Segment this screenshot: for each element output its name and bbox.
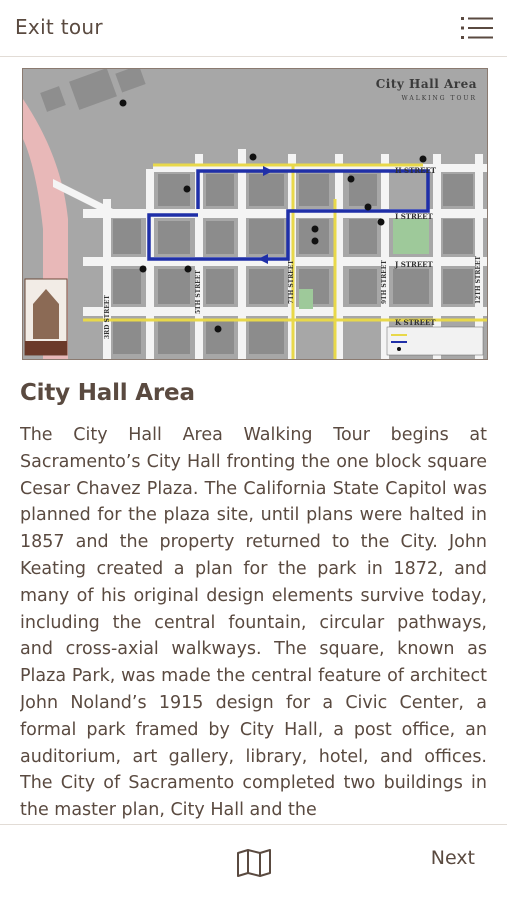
map-title <box>376 77 477 102</box>
map-graphic <box>23 69 487 359</box>
map-label-12th-street: 12TH STREET <box>475 256 482 304</box>
map-label-3rd-street: 3RD STREET <box>104 295 111 339</box>
next-button[interactable]: Next <box>430 847 475 869</box>
map-label-i-street: I STREET <box>395 212 433 221</box>
exit-tour-button[interactable]: Exit tour <box>15 15 103 39</box>
walking-tour-map[interactable] <box>22 68 488 360</box>
map-subtitle-text: WALKING TOUR <box>401 95 477 102</box>
map-title-text: City Hall Area <box>375 77 477 91</box>
top-bar <box>0 0 507 57</box>
map-label-k-street: K STREET <box>395 318 436 327</box>
map-label-9th-street: 9TH STREET <box>381 260 388 304</box>
map-icon[interactable] <box>236 849 272 877</box>
map-label-5th-street: 5TH STREET <box>195 270 202 314</box>
map-label-h-street: H STREET <box>395 166 437 175</box>
article-content <box>20 380 487 820</box>
bottom-bar <box>0 824 507 901</box>
list-menu-icon[interactable] <box>461 16 493 40</box>
article-title: City Hall Area <box>20 380 195 406</box>
map-label-j-street: J STREET <box>395 260 433 269</box>
article-body: The City Hall Area Walking Tour begins at Sacramento’s City Hall fronting the one block square Cesar Chavez Plaza. The California State Capitol was planned for the plaza site, until plans were halted in 1857 and the property returned to the City. John Keating created a plan for the park in 1872, and many of his original design elements survive today, including the central fountain, circular pathways, and cross-axial walkways. The square, known as Plaza Park, was made the central feature of architect John Noland’s 1915 design for a Civic Center, a formal park framed by City Hall, a post office, an auditorium, art gallery, library, hotel, and offices. The City of Sacramento completed two buildings in the master plan, City Hall and the <box>20 425 487 820</box>
map-label-7th-street: 7TH STREET <box>288 260 295 304</box>
